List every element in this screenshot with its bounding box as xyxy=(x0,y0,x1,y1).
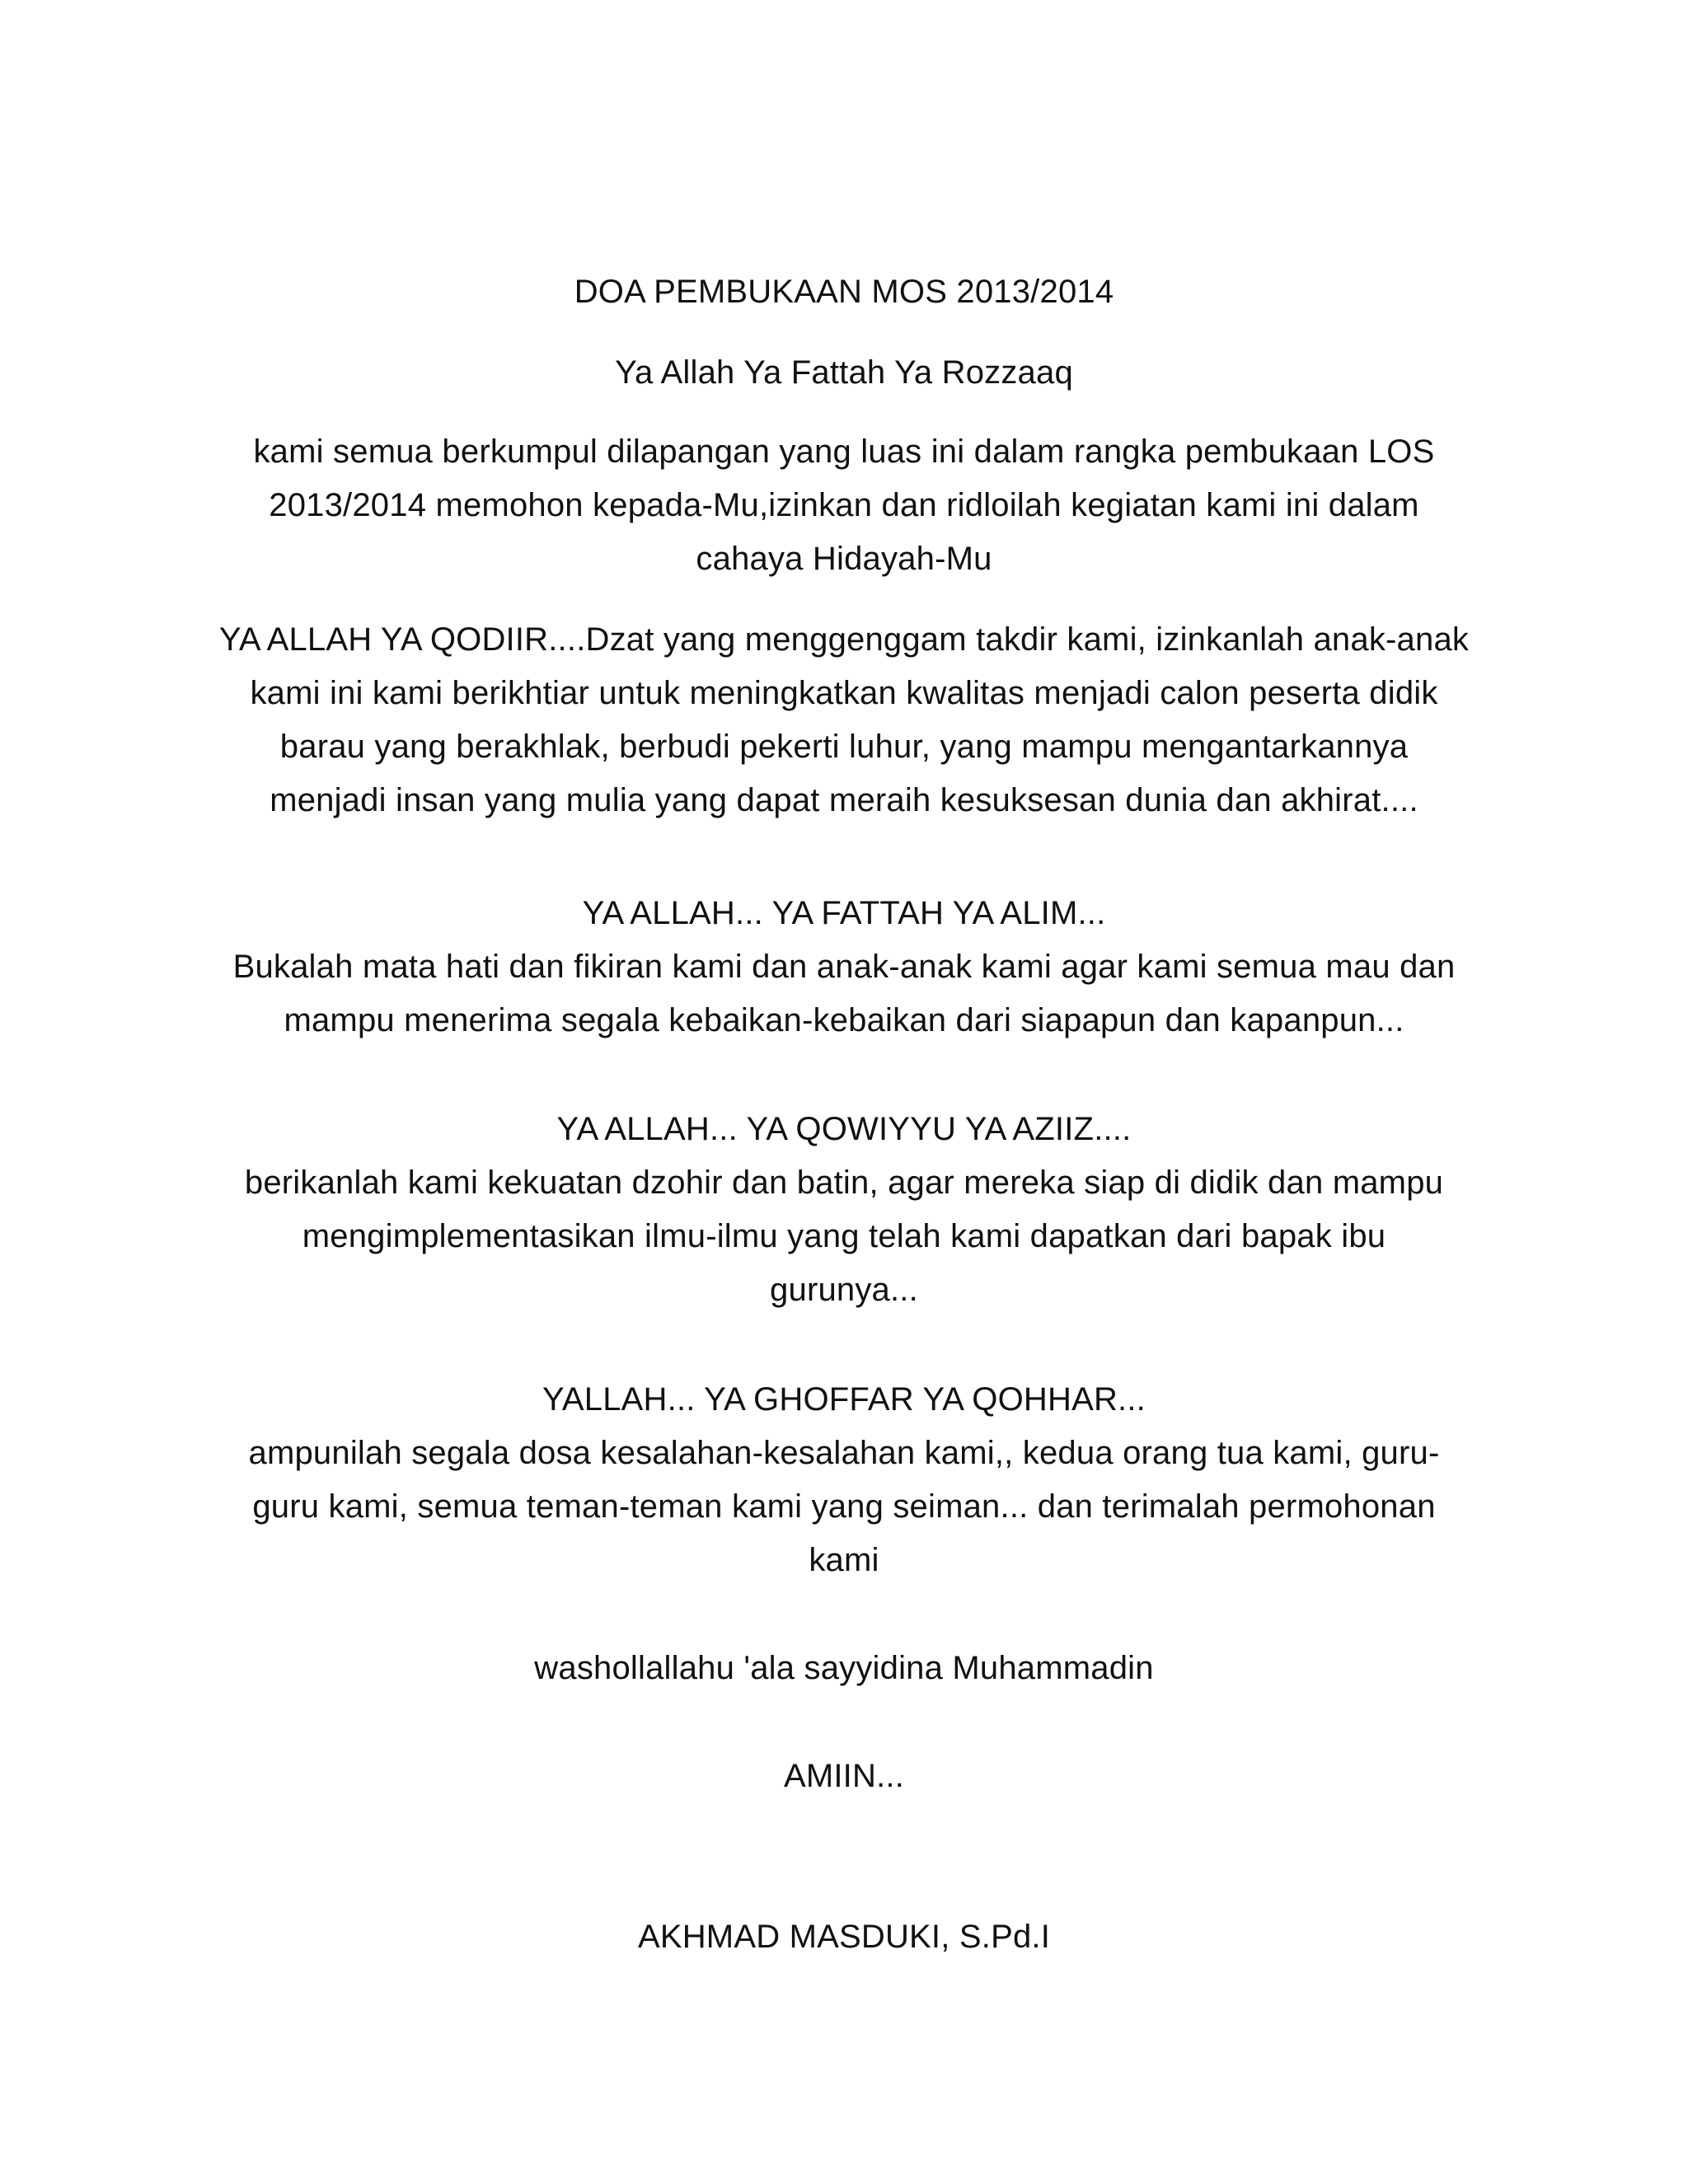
paragraph-5-heading: YALLAH... YA GHOFFAR YA QOHHAR... xyxy=(542,1381,1146,1418)
paragraph-5-line-2: guru kami, semua teman-teman kami yang seiman... dan terimalah permohonan xyxy=(252,1488,1436,1525)
paragraph-2-line-2: kami ini kami berikhtiar untuk meningkatkan kwalitas menjadi calon peserta didik xyxy=(250,675,1438,711)
author-name: AKHMAD MASDUKI, S.Pd.I xyxy=(637,1919,1051,1955)
closing-line: washollallahu 'ala sayyidina Muhammadin xyxy=(534,1650,1154,1686)
paragraph-3-heading: YA ALLAH... YA FATTAH YA ALIM... xyxy=(582,895,1106,931)
paragraph-2-line-4: menjadi insan yang mulia yang dapat meraih kesuksesan dunia dan akhirat.... xyxy=(270,782,1418,818)
amen-line: AMIIN... xyxy=(783,1758,905,1794)
paragraph-2-line-1: YA ALLAH YA QODIIR....Dzat yang menggenggam takdir kami, izinkanlah anak-anak xyxy=(218,621,1470,658)
invocation-line: Ya Allah Ya Fattah Ya Rozzaaq xyxy=(615,354,1073,391)
paragraph-5-line-3: kami xyxy=(809,1542,879,1578)
paragraph-3-line-2: mampu menerima segala kebaikan-kebaikan dari siapapun dan kapanpun... xyxy=(284,1002,1404,1038)
paragraph-4-line-1: berikanlah kami kekuatan dzohir dan batin, agar mereka siap di didik dan mampu xyxy=(244,1165,1444,1201)
paragraph-2-line-3: barau yang berakhlak, berbudi pekerti luhur, yang mampu mengantarkannya xyxy=(279,729,1409,765)
paragraph-1-line-3: cahaya Hidayah-Mu xyxy=(696,541,992,577)
paragraph-4-line-3: gurunya... xyxy=(770,1272,918,1308)
paragraph-3-line-1: Bukalah mata hati dan fikiran kami dan anak-anak kami agar kami semua mau dan xyxy=(232,949,1456,985)
paragraph-4-heading: YA ALLAH... YA QOWIYYU YA AZIIZ.... xyxy=(556,1111,1132,1147)
paragraph-4-line-2: mengimplementasikan ilmu-ilmu yang telah kami dapatkan dari bapak ibu xyxy=(302,1218,1386,1254)
paragraph-1-line-2: 2013/2014 memohon kepada-Mu,izinkan dan ridloilah kegiatan kami ini dalam xyxy=(269,487,1419,523)
paragraph-1-line-1: kami semua berkumpul dilapangan yang luas ini dalam rangka pembukaan LOS xyxy=(253,434,1435,470)
document-title: DOA PEMBUKAAN MOS 2013/2014 xyxy=(574,274,1114,310)
paragraph-5-line-1: ampunilah segala dosa kesalahan-kesalahan kami,, kedua orang tua kami, guru- xyxy=(248,1435,1440,1471)
